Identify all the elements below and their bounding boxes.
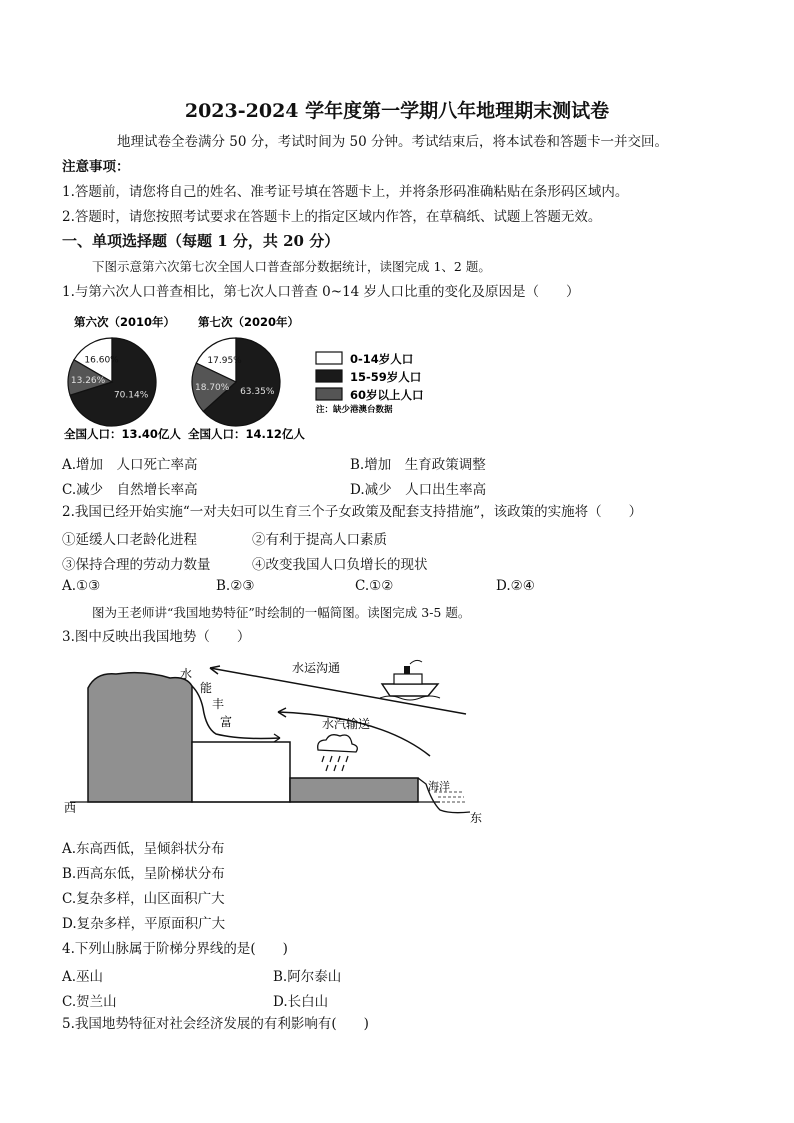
rain-cloud-icon	[318, 735, 358, 771]
q4-option-d[interactable]: D.长白山	[273, 994, 329, 1010]
exam-intro: 地理试卷全卷满分 50 分，考试时间为 50 分钟。考试结束后，将本试卷和答题卡一并交回。	[117, 134, 669, 150]
census-pie-charts	[60, 312, 430, 444]
pie-title-2: 第七次（2020年）	[198, 315, 300, 329]
material-2: 图为王老师讲“我国地势特征”时绘制的一幅简图。读图完成 3-5 题。	[92, 605, 471, 620]
pie-1-label-1: 16.60%	[84, 355, 119, 366]
q3-option-a[interactable]: A.东高西低，呈倾斜状分布	[62, 841, 225, 857]
note-item-1: 1.答题前，请您将自己的姓名、准考证号填在答题卡上，并将条形码准确粘贴在条形码区域内。	[62, 184, 629, 200]
q3-option-d[interactable]: D.复杂多样，平原面积广大	[62, 916, 226, 932]
pie-1-label-3: 13.26%	[70, 375, 106, 386]
ship-icon	[380, 660, 440, 700]
legend-label-3: 60岁以上人口	[350, 388, 424, 402]
hydro-char-2: 能	[200, 681, 213, 695]
pie-2-label-1: 17.95%	[207, 355, 242, 366]
hydro-char-1: 水	[180, 667, 193, 681]
notes-heading: 注意事项：	[62, 159, 130, 175]
q2-choice-4: ④改变我国人口负增长的现状	[252, 557, 428, 573]
q2-option-a[interactable]: A.①③	[62, 578, 101, 594]
q2-choice-2: ②有利于提高人口素质	[252, 532, 387, 548]
q1-option-c[interactable]: C.减少 自然增长率高	[62, 482, 198, 498]
west-label: 西	[64, 801, 77, 815]
pie-1-label-2: 70.14%	[113, 390, 149, 401]
legend-swatch-1	[316, 352, 342, 364]
material-1: 下图示意第六次第七次全国人口普查部分数据统计，读图完成 1、2 题。	[92, 259, 491, 274]
first-step-plateau	[88, 673, 192, 802]
water-transport-label: 水运沟通	[292, 661, 341, 675]
vapor-transport-label: 水汽输送	[322, 717, 371, 731]
legend-swatch-2	[316, 370, 342, 382]
q2-option-b[interactable]: B.②③	[216, 578, 255, 594]
east-label: 东	[470, 811, 483, 825]
legend-swatch-3	[316, 388, 342, 400]
q2-choice-3: ③保持合理的劳动力数量	[62, 557, 211, 573]
q4-option-b[interactable]: B.阿尔泰山	[273, 969, 342, 985]
legend-label-1: 0-14岁人口	[350, 352, 414, 366]
question-1-stem: 1.与第六次人口普查相比，第七次人口普查 0~14 岁人口比重的变化及原因是（ ）	[62, 284, 580, 300]
second-step	[192, 742, 290, 802]
q3-option-b[interactable]: B.西高东低，呈阶梯状分布	[62, 866, 225, 882]
hydro-char-4: 富	[220, 715, 233, 729]
q4-option-c[interactable]: C.贺兰山	[62, 994, 117, 1010]
q3-option-c[interactable]: C.复杂多样，山区面积广大	[62, 891, 225, 907]
legend-note: 注：缺少港澳台数据	[316, 405, 393, 415]
section-heading: 一、单项选择题（每题 1 分，共 20 分）	[62, 232, 340, 250]
legend-label-2: 15-59岁人口	[350, 370, 422, 384]
terrain-diagram	[60, 652, 500, 830]
hydro-char-3: 丰	[212, 697, 225, 711]
question-2-stem: 2.我国已经开始实施“一对夫妇可以生育三个子女政策及配套支持措施”，该政策的实施将（ ）	[62, 504, 643, 520]
pie-footer-1: 全国人口：13.40亿人	[64, 427, 181, 441]
pie-2-label-3: 18.70%	[195, 382, 230, 393]
question-4-stem: 4.下列山脉属于阶梯分界线的是( )	[62, 941, 288, 957]
exam-title: 2023-2024 学年度第一学期八年地理期末测试卷	[184, 100, 610, 122]
pie-2-label-2: 63.35%	[240, 387, 275, 398]
q2-option-c[interactable]: C.①②	[355, 578, 394, 594]
q2-choice-1: ①延缓人口老龄化进程	[62, 532, 197, 548]
question-3-stem: 3.图中反映出我国地势（ ）	[62, 629, 251, 645]
q1-option-a[interactable]: A.增加 人口死亡率高	[62, 457, 198, 473]
ocean-label: 海洋	[428, 780, 450, 793]
pie-title-1: 第六次（2010年）	[74, 315, 176, 329]
q2-option-d[interactable]: D.②④	[496, 578, 535, 594]
q1-option-d[interactable]: D.减少 人口出生率高	[350, 482, 487, 498]
question-5-stem: 5.我国地势特征对社会经济发展的有利影响有( )	[62, 1016, 369, 1032]
q4-option-a[interactable]: A.巫山	[62, 969, 104, 985]
q1-option-b[interactable]: B.增加 生育政策调整	[350, 457, 486, 473]
pie-footer-2: 全国人口：14.12亿人	[188, 427, 305, 441]
note-item-2: 2.答题时，请您按照考试要求在答题卡上的指定区域内作答，在草稿纸、试题上答题无效。	[62, 209, 602, 225]
third-step	[290, 778, 418, 802]
